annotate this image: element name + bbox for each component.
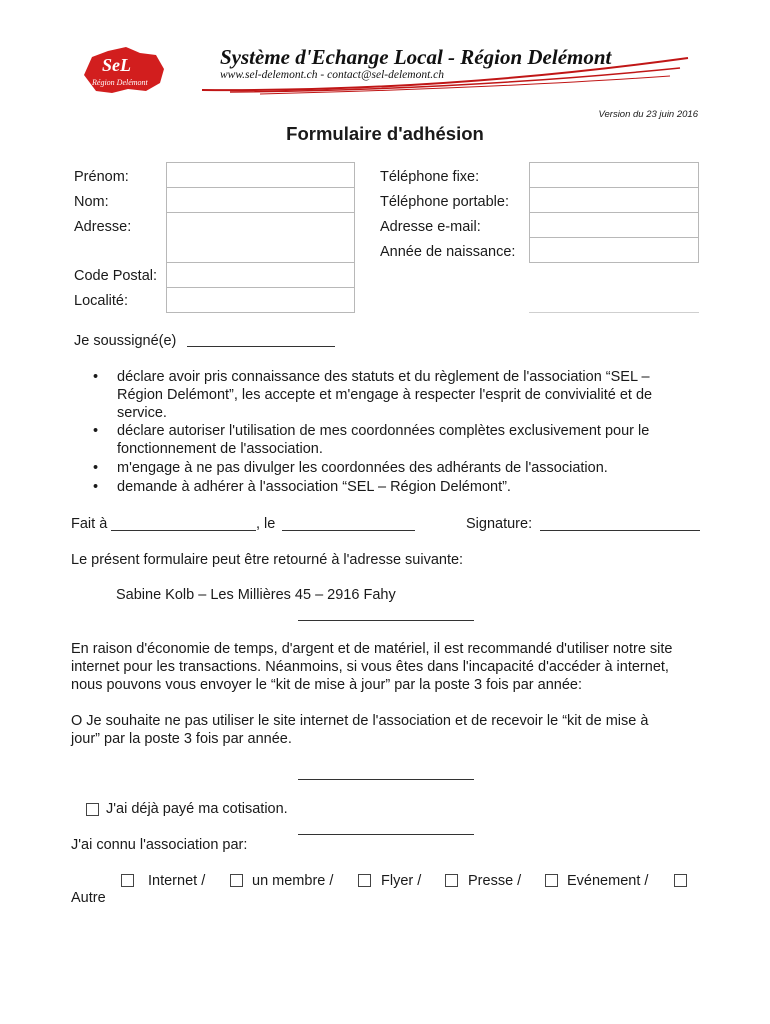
declaration-item-3: m'engage à ne pas divulger les coordonnées des adhérants de l'association. <box>117 460 608 476</box>
label-date: , le <box>256 516 276 532</box>
label-prenom: Prénom: <box>74 169 129 185</box>
input-nom[interactable] <box>166 187 355 213</box>
option-internet: Internet / <box>148 873 206 889</box>
address-line <box>298 620 474 621</box>
label-code-postal: Code Postal: <box>74 268 158 284</box>
economy-line-1: En raison d'économie de temps, d'argent et de matériel, il est recommandé d'utiliser notre site <box>71 641 673 657</box>
declaration-item-1-line-3: service. <box>117 405 167 421</box>
checkbox-flyer[interactable] <box>358 874 371 887</box>
label-adresse: Adresse: <box>74 219 132 235</box>
option-presse: Presse / <box>468 873 522 889</box>
cotisation-label: J'ai déjà payé ma cotisation. <box>106 801 288 817</box>
label-localite: Localité: <box>74 293 129 309</box>
cotisation-checkbox[interactable] <box>86 803 99 816</box>
header-swoosh <box>200 56 692 96</box>
option-evenement: Evénement / <box>567 873 649 889</box>
input-adresse[interactable] <box>166 212 355 263</box>
label-nom: Nom: <box>74 194 109 210</box>
declaration-intro: Je soussigné(e) <box>74 333 177 349</box>
checkbox-presse[interactable] <box>445 874 458 887</box>
option-autre: Autre <box>71 890 106 906</box>
input-prenom[interactable] <box>166 162 355 188</box>
input-annee-naissance[interactable] <box>529 237 699 263</box>
label-fait-a: Fait à <box>71 516 108 532</box>
divider-line <box>298 779 474 780</box>
field-separator <box>529 312 699 313</box>
checkbox-autre[interactable] <box>674 874 687 887</box>
checkbox-evenement[interactable] <box>545 874 558 887</box>
declaration-item-1-line-1: déclare avoir pris connaissance des statuts et du règlement de l'association “SEL – <box>117 369 650 385</box>
input-code-postal[interactable] <box>166 262 355 288</box>
declaration-item-4: demande à adhérer à l'association “SEL – Région Delémont”. <box>117 479 511 495</box>
input-localite[interactable] <box>166 287 355 313</box>
declaration-item-2-line-2: fonctionnement de l'association. <box>117 441 323 457</box>
label-telephone-portable: Téléphone portable: <box>380 194 509 210</box>
label-email: Adresse e-mail: <box>380 219 481 235</box>
logo-sub-text: Région Delémont <box>92 78 148 87</box>
name-line[interactable] <box>187 346 335 347</box>
declaration-item-1-line-2: Région Delémont”, les accepte et m'engage à respecter l'esprit de convivialité et de <box>117 387 653 403</box>
kit-option-line-1[interactable]: O Je souhaite ne pas utiliser le site internet de l'association et de recevoir le “kit de mise à <box>71 713 649 729</box>
input-telephone-fixe[interactable] <box>529 162 699 188</box>
label-telephone-fixe: Téléphone fixe: <box>380 169 480 185</box>
bullet: • <box>93 369 99 385</box>
bullet: • <box>93 479 99 495</box>
header-title: Système d'Echange Local - Région Delémont <box>220 45 612 69</box>
sel-logo <box>78 45 168 97</box>
economy-line-3: nous pouvons vous envoyer le “kit de mise à jour” par la poste 3 fois par année: <box>71 677 583 693</box>
date-line[interactable] <box>282 530 415 531</box>
input-telephone-portable[interactable] <box>529 187 699 213</box>
option-flyer: Flyer / <box>381 873 422 889</box>
bullet: • <box>93 460 99 476</box>
logo-main-text: SeL <box>102 55 131 75</box>
checkbox-membre[interactable] <box>230 874 243 887</box>
declaration-item-2-line-1: déclare autoriser l'utilisation de mes coordonnées complètes exclusivement pour le <box>117 423 650 439</box>
input-email[interactable] <box>529 212 699 238</box>
signature-line[interactable] <box>540 530 700 531</box>
form-title: Formulaire d'adhésion <box>286 123 484 144</box>
return-address: Sabine Kolb – Les Millières 45 – 2916 Fahy <box>116 587 396 603</box>
label-signature: Signature: <box>466 516 533 532</box>
label-annee-naissance: Année de naissance: <box>380 244 516 260</box>
bullet: • <box>93 423 99 439</box>
known-by-label: J'ai connu l'association par: <box>71 837 248 853</box>
divider-line <box>298 834 474 835</box>
place-line[interactable] <box>111 530 256 531</box>
return-text: Le présent formulaire peut être retourné à l'adresse suivante: <box>71 552 464 568</box>
header-subtitle: www.sel-delemont.ch - contact@sel-delemont.ch <box>220 69 445 81</box>
kit-option-line-2: jour” par la poste 3 fois par année. <box>71 731 292 747</box>
option-membre: un membre / <box>252 873 334 889</box>
version-label: Version du 23 juin 2016 <box>598 109 698 120</box>
checkbox-internet[interactable] <box>121 874 134 887</box>
economy-line-2: internet pour les transactions. Néanmoins, si vous êtes dans l'incapacité d'accéder à internet, <box>71 659 669 675</box>
